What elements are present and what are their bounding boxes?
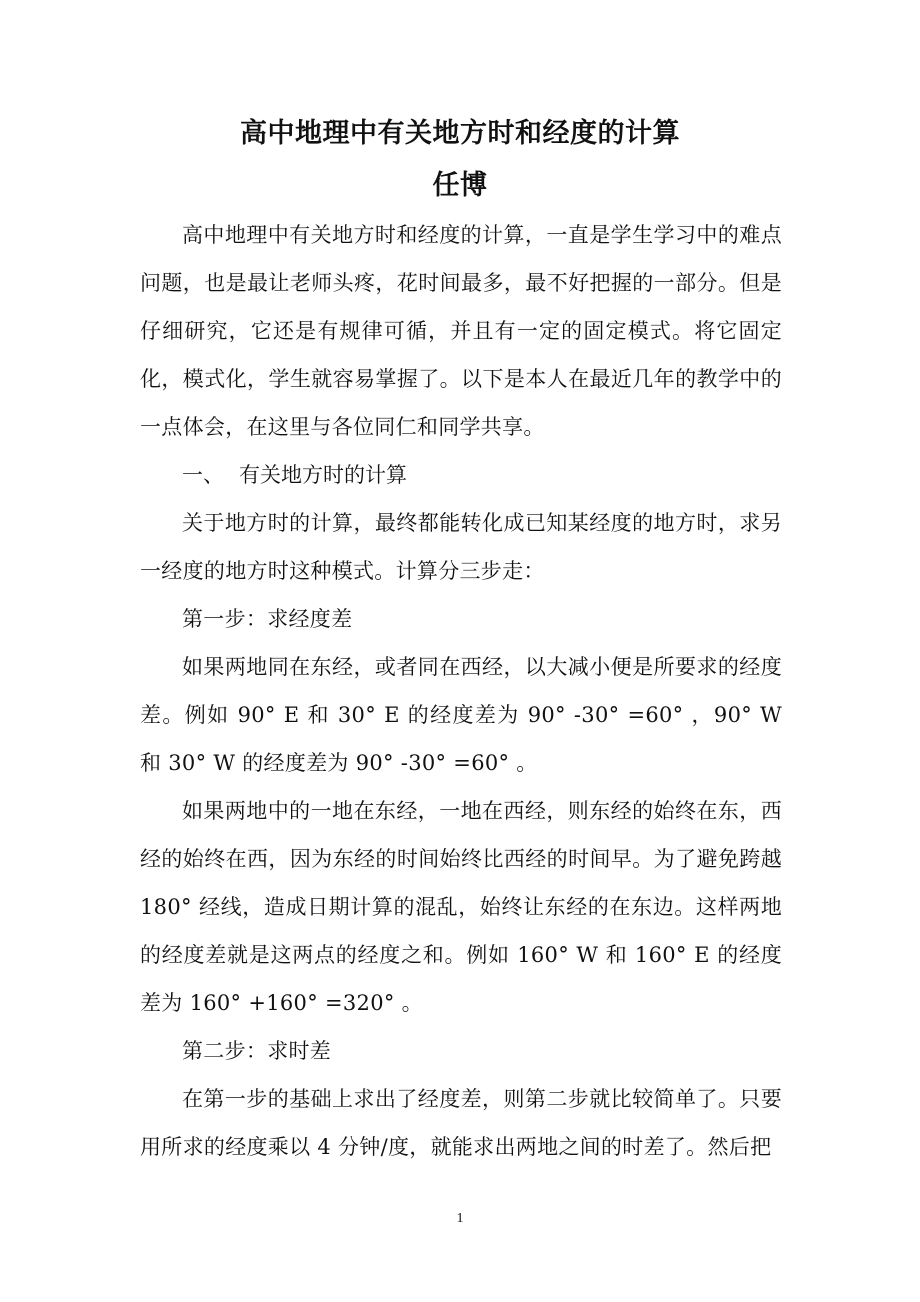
step-two-paragraph-1: 在第一步的基础上求出了经度差，则第二步就比较简单了。只要用所求的经度乘以 4 分钟/度，就能求出两地之间的时差了。然后把	[140, 1087, 782, 1159]
section-intro-paragraph: 关于地方时的计算，最终都能转化成已知某经度的地方时，求另一经度的地方时这种模式。计算分三步走：	[140, 511, 782, 583]
page-number: 1	[456, 1211, 464, 1226]
section-number: 一、	[182, 463, 224, 487]
section-title: 有关地方时的计算	[239, 463, 407, 487]
step-one-paragraph-1: 如果两地同在东经，或者同在西经，以大减小便是所要求的经度差。例如 90° E 和 30° E 的经度差为 90° -30° =60° ，90° W 和 30° W 的经度差为 90° -30° =60° 。	[140, 655, 782, 775]
intro-paragraph: 高中地理中有关地方时和经度的计算，一直是学生学习中的难点问题，也是最让老师头疼，花时间最多，最不好把握的一部分。但是仔细研究，它还是有规律可循，并且有一定的固定模式。将它固定化，模式化，学生就容易掌握了。以下是本人在最近几年的教学中的一点体会，在这里与各位同仁和同学共享。	[140, 223, 782, 439]
step-one-heading: 第一步：求经度差	[182, 607, 353, 631]
step-two-heading: 第二步：求时差	[182, 1039, 332, 1063]
document-author: 任博	[432, 170, 488, 201]
section-heading	[140, 451, 782, 499]
document-body	[140, 211, 782, 1171]
step-one-paragraph-2: 如果两地中的一地在东经，一地在西经，则东经的始终在东，西经的始终在西，因为东经的时间始终比西经的时间早。为了避免跨越 180° 经线，造成日期计算的混乱，始终让东经的在东边。这样两地的经度差就是这两点的经度之和。例如 160° W 和 160° E 的经度差为 160° +160° =320° 。	[140, 799, 782, 1015]
document-title: 高中地理中有关地方时和经度的计算	[240, 118, 680, 149]
